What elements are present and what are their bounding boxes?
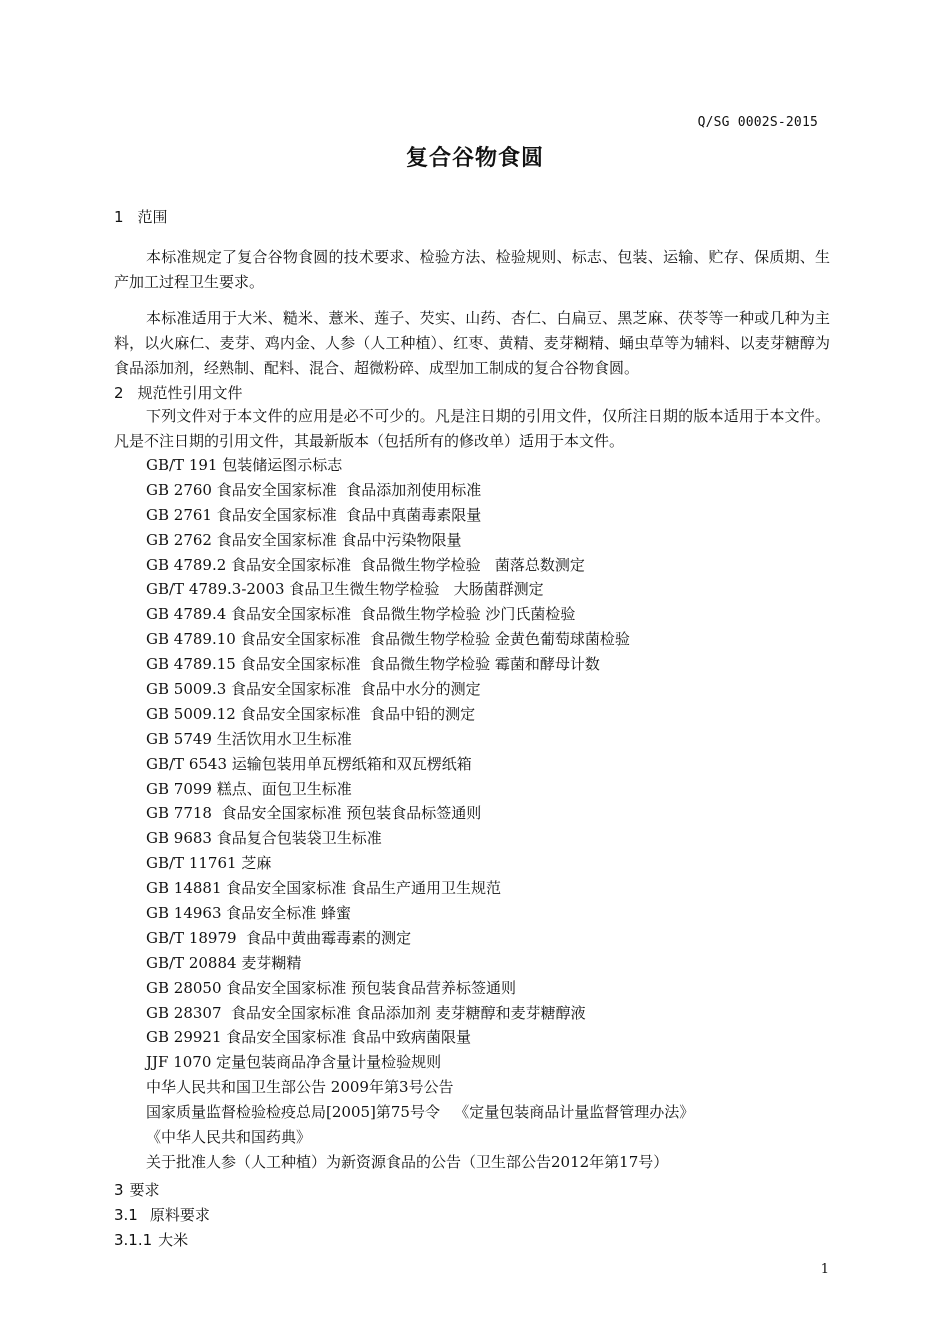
scope-paragraph-2: 本标准适用于大米、糙米、薏米、莲子、芡实、山药、杏仁、白扁豆、黑芝麻、茯苓等一种或几种为主料，以火麻仁、麦芽、鸡内金、人参（人工种植）、红枣、黄精、麦芽糊精、蛹虫草等为辅料、以麦芽糖醇为食品添加剂，经熟制、配料、混合、超微粉碎、成型加工制成的复合谷物食圆。 xyxy=(114,309,830,377)
section-2-heading xyxy=(114,382,243,403)
section-3-1-1-heading xyxy=(114,1229,188,1250)
section-number: 1 xyxy=(114,208,124,226)
reference-item: GB 4789.15 食品安全国家标准 食品微生物学检验 霉菌和酵母计数 xyxy=(146,655,600,674)
reference-item: GB 5009.12 食品安全国家标准 食品中铅的测定 xyxy=(146,704,476,723)
reference-item: GB/T 20884 麦芽糊精 xyxy=(146,953,302,972)
standard-code: Q/SG 0002S-2015 xyxy=(697,115,818,130)
reference-item: GB 4789.4 食品安全国家标准 食品微生物学检验 沙门氏菌检验 xyxy=(146,605,576,624)
reference-item: GB/T 6543 运输包装用单瓦楞纸箱和双瓦楞纸箱 xyxy=(146,754,472,773)
reference-item: GB/T 191 包装储运图示标志 xyxy=(146,456,343,474)
scope-paragraph-1: 本标准规定了复合谷物食圆的技术要求、检验方法、检验规则、标志、包装、运输、贮存、保质期、生产加工过程卫生要求。 xyxy=(114,248,830,291)
reference-item: GB 28307 食品安全国家标准 食品添加剂 麦芽糖醇和麦芽糖醇液 xyxy=(146,1003,586,1022)
section-number: 2 xyxy=(114,384,124,402)
reference-item: GB 7718 食品安全国家标准 预包装食品标签通则 xyxy=(146,804,482,823)
reference-item: GB 29921 食品安全国家标准 食品中致病菌限量 xyxy=(146,1028,472,1047)
reference-item: GB 5009.3 食品安全国家标准 食品中水分的测定 xyxy=(146,680,481,699)
references-intro: 下列文件对于本文件的应用是必不可少的。凡是注日期的引用文件，仅所注日期的版本适用于本文件。凡是不注日期的引用文件，其最新版本（包括所有的修改单）适用于本文件。 xyxy=(114,407,830,450)
reference-item: JJF 1070 定量包装商品净含量计量检验规则 xyxy=(146,1053,442,1072)
reference-item: GB 2762 食品安全国家标准 食品中污染物限量 xyxy=(146,530,462,549)
section-3-1-heading xyxy=(114,1204,210,1225)
reference-item: GB 14963 食品安全标准 蜂蜜 xyxy=(146,904,352,923)
section-title: 范围 xyxy=(137,208,168,226)
section-1-heading xyxy=(114,206,168,227)
reference-item: 关于批准人参（人工种植）为新资源食品的公告（卫生部公告2012年第17号） xyxy=(146,1152,669,1171)
reference-item: GB/T 18979 食品中黄曲霉毒素的测定 xyxy=(146,928,412,947)
document-title: 复合谷物食圆 xyxy=(405,146,544,171)
reference-item: 中华人民共和国卫生部公告 2009年第3号公告 xyxy=(146,1078,454,1097)
reference-item: GB 9683 食品复合包装袋卫生标准 xyxy=(146,829,382,848)
section-3-heading xyxy=(114,1179,160,1200)
reference-item: GB 4789.2 食品安全国家标准 食品微生物学检验 菌落总数测定 xyxy=(146,555,585,574)
reference-item: GB/T 4789.3-2003 食品卫生微生物学检验 大肠菌群测定 xyxy=(146,580,544,599)
subsection-title: 大米 xyxy=(158,1231,189,1249)
reference-item: GB 28050 食品安全国家标准 预包装食品营养标签通则 xyxy=(146,978,517,997)
page-number: 1 xyxy=(820,1262,829,1277)
section-number: 3 xyxy=(114,1181,124,1199)
reference-item: GB 4789.10 食品安全国家标准 食品微生物学检验 金黄色葡萄球菌检验 xyxy=(146,630,630,649)
reference-item: GB/T 11761 芝麻 xyxy=(146,854,272,873)
section-title: 规范性引用文件 xyxy=(137,384,243,402)
subsection-number: 3.1 xyxy=(114,1206,138,1224)
reference-item: 《中华人民共和国药典》 xyxy=(146,1128,312,1147)
subsection-number: 3.1.1 xyxy=(114,1231,153,1249)
reference-list xyxy=(146,453,694,1175)
reference-item: GB 2761 食品安全国家标准 食品中真菌毒素限量 xyxy=(146,505,482,524)
reference-item: 国家质量监督检验检疫总局[2005]第75号令 《定量包装商品计量监督管理办法》 xyxy=(146,1103,695,1122)
section-title: 要求 xyxy=(129,1181,160,1199)
reference-item: GB 5749 生活饮用水卫生标准 xyxy=(146,729,352,748)
reference-item: GB 7099 糕点、面包卫生标准 xyxy=(146,779,352,798)
reference-item: GB 14881 食品安全国家标准 食品生产通用卫生规范 xyxy=(146,879,502,898)
subsection-title: 原料要求 xyxy=(149,1206,210,1224)
reference-item: GB 2760 食品安全国家标准 食品添加剂使用标准 xyxy=(146,480,482,499)
